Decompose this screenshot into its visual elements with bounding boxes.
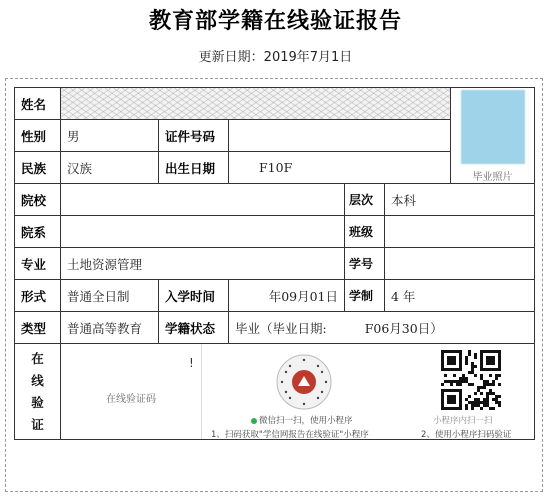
education-type-value: 普通高等教育 (61, 312, 159, 344)
graduation-date: F06月30日） (364, 320, 443, 336)
study-form-label: 形式 (15, 280, 61, 312)
verify-qr-caption: 小程序内扫一扫 (433, 416, 493, 426)
birth-date-label: 出生日期 (159, 152, 229, 184)
ethnicity-value: 汉族 (61, 152, 159, 184)
verify-area (61, 344, 535, 440)
wechat-icon (251, 418, 257, 424)
mini-program-qr-icon[interactable] (276, 354, 332, 410)
major-label: 专业 (15, 248, 61, 280)
table-row (15, 280, 535, 312)
enroll-date-value: 年09月01日 (229, 280, 345, 312)
table-row (15, 312, 535, 344)
photo-cell (451, 88, 535, 184)
table-row (15, 216, 535, 248)
department-value (61, 216, 345, 248)
qr-code-icon[interactable] (441, 350, 501, 410)
student-info-table (14, 87, 535, 440)
status-value (229, 312, 535, 344)
education-type-label: 类型 (15, 312, 61, 344)
ethnicity-label: 民族 (15, 152, 61, 184)
enroll-date-label: 入学时间 (159, 280, 229, 312)
study-form-value: 普通全日制 (61, 280, 159, 312)
verify-code-label: 在线验证码 (106, 394, 156, 405)
name-label: 姓名 (15, 88, 61, 120)
student-number-value (385, 248, 535, 280)
duration-label: 学制 (345, 280, 385, 312)
level-label: 层次 (345, 184, 385, 216)
id-number-value (229, 120, 451, 152)
mini-program-qr-block (211, 344, 401, 440)
class-label: 班级 (345, 216, 385, 248)
class-value (385, 216, 535, 248)
table-row (15, 344, 535, 440)
verify-code-box (61, 344, 202, 440)
birth-date-value: F10F (229, 152, 451, 184)
name-value-redacted (61, 88, 451, 120)
verify-code-mark: ! (189, 356, 194, 370)
school-label: 院校 (15, 184, 61, 216)
department-label: 院系 (15, 216, 61, 248)
duration-value: 4 年 (385, 280, 535, 312)
update-date: 更新日期：2019年7月1日 (198, 50, 353, 65)
mini-program-caption: 微信扫一扫，使用小程序 (251, 414, 353, 426)
status-text: 毕业（毕业日期: (235, 320, 327, 336)
table-row (15, 184, 535, 216)
major-value: 土地资源管理 (61, 248, 345, 280)
gender-label: 性别 (15, 120, 61, 152)
verify-qr-block (421, 344, 535, 440)
report-title: 教育部学籍在线验证报告 (148, 9, 402, 34)
id-number-label: 证件号码 (159, 120, 229, 152)
online-verify-label: 在线验证 (15, 344, 61, 440)
table-row (15, 88, 535, 120)
level-value: 本科 (385, 184, 535, 216)
status-label: 学籍状态 (159, 312, 229, 344)
gender-value: 男 (61, 120, 159, 152)
student-photo (461, 90, 525, 164)
verify-qr-step: 2、使用小程序扫码验证 (421, 430, 512, 440)
photo-caption: 毕业照片 (472, 172, 513, 183)
table-row (15, 248, 535, 280)
mini-program-step: 1、扫码获取"学信网报告在线验证"小程序 (211, 430, 369, 440)
student-number-label: 学号 (345, 248, 385, 280)
school-value (61, 184, 345, 216)
